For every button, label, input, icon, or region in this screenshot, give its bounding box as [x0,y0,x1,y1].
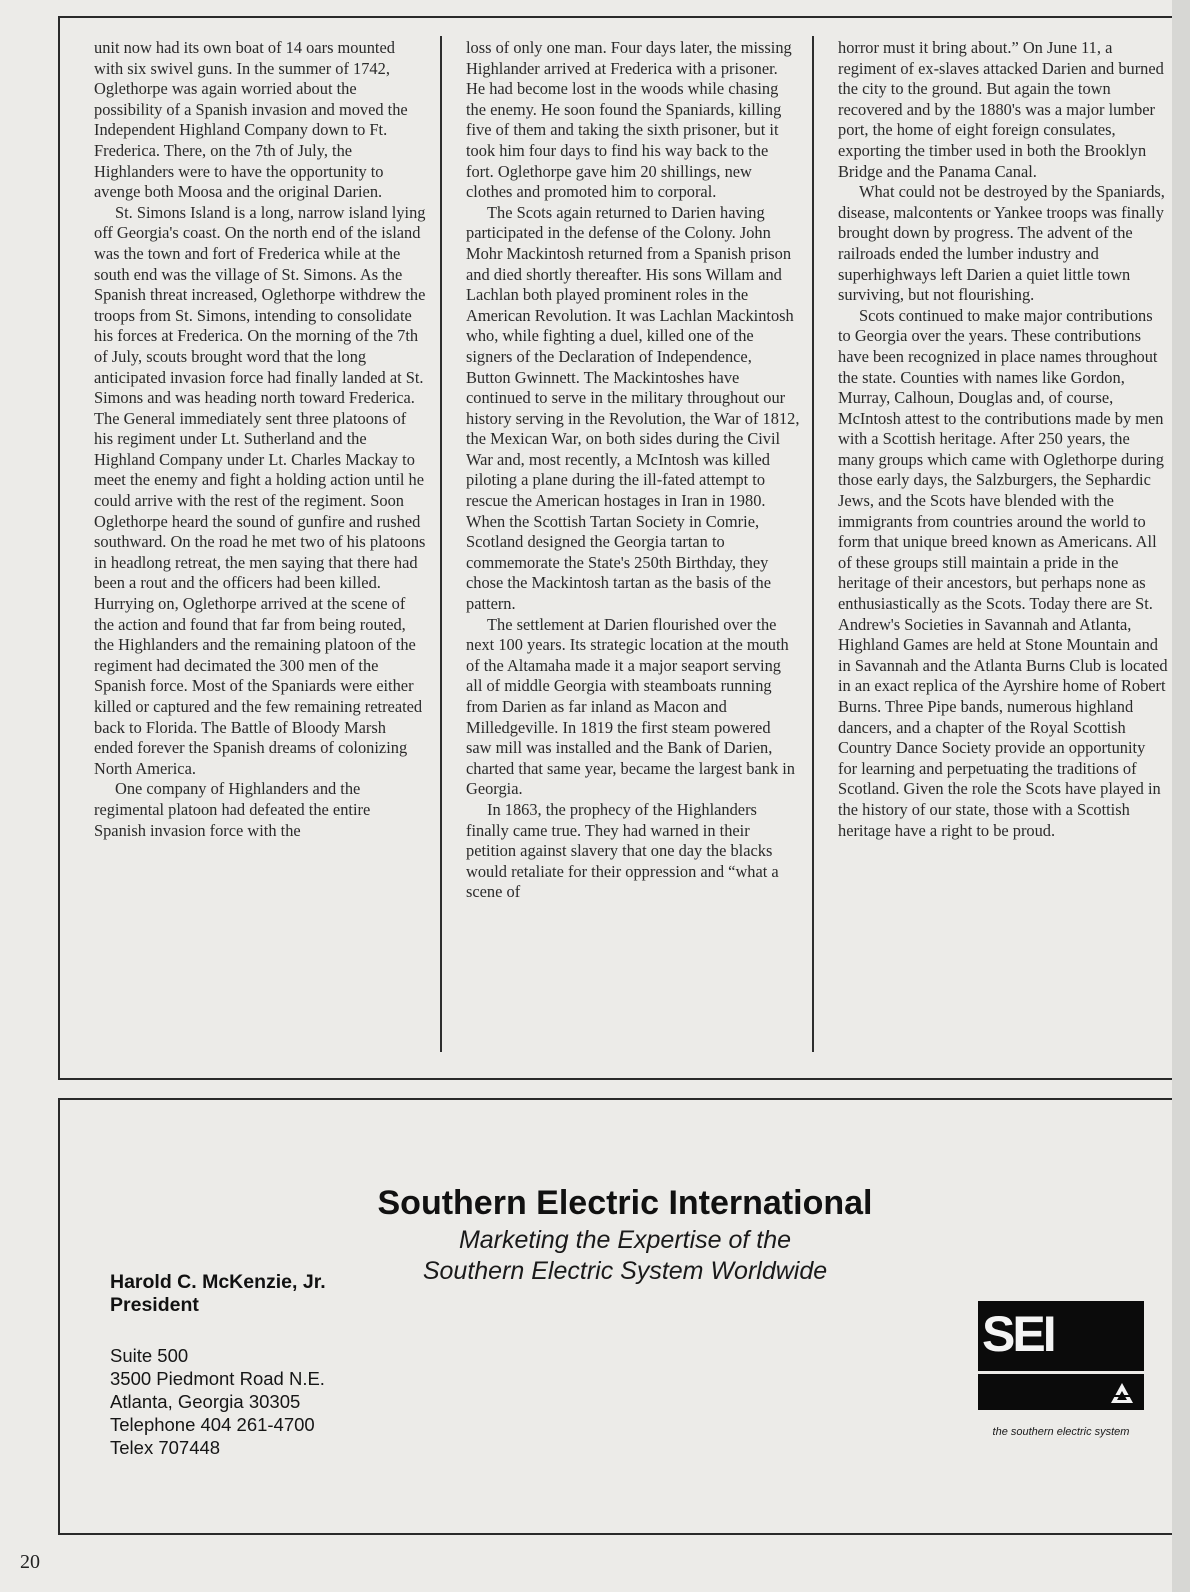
ad-contact-person [110,1271,326,1317]
ad-telephone: Telephone 404 261-4700 [110,1414,315,1435]
article-column-3 [838,38,1168,841]
paragraph: The Scots again returned to Darien having participated in the defense of the Colony. John Mohr Mackintosh returned from a Spanish prison and died shortly thereafter. His sons Willam and Lachlan both played prominent roles in the American Revolution. It was Lachlan Mackintosh who, while fighting a duel, killed one of the signers of the Declaration of Independence, Button Gwinnett. The Mackintoshes have continued to serve in the military throughout our history serving in the Revolution, the War of 1812, the Mexican War, on both sides during the Civil War and, most recently, a McIntosh was killed piloting a plane during the ill-fated attempt to rescue the American hostages in Iran in 1980. When the Scottish Tartan Society in Comrie, Scotland designed the Georgia tartan to commemorate the State's 250th Birthday, they chose the Mackintosh tartan as the basis of the pattern. [466,202,800,614]
page-edge-shadow [1172,0,1190,1592]
ad-company-name: Southern Electric International [377,1184,873,1222]
paragraph: horror must it bring about.” On June 11, a regiment of ex-slaves attacked Darien and burned the city to the ground. But again the town recovered and by the 1880's was a major lumber port, the home of eight foreign consulates, exporting the timber used in both the Brooklyn Bridge and the Panama Canal. [838,38,1164,181]
ad-person-name: Harold C. McKenzie, Jr. [110,1271,326,1293]
logo-divider [978,1371,1144,1374]
ad-address-street: 3500 Piedmont Road N.E. [110,1368,325,1389]
southern-company-triangle-icon [1110,1382,1134,1404]
paragraph: St. Simons Island is a long, narrow island lying off Georgia's coast. On the north end of the island was the town and fort of Frederica while at the south end was the village of St. Simons. As the Spanish threat increased, Oglethorpe withdrew the troops from St. Simons, intending to consolidate his forces at Frederica. On the morning of the 7th of July, scouts brought word that the long anticipated invasion force had finally landed at St. Simons and was heading north toward Frederica. The General immediately sent three platoons of his regiment under Lt. Sutherland and the Highland Company under Lt. Charles Mackay to meet the enemy and fight a holding action until he could arrive with the rest of the regiment. Soon Oglethorpe heard the sound of gunfire and rushed southward. On the road he met two of his platoons in headlong retreat, the men saying that there had been a rout and the officers had been killed. Hurrying on, Oglethorpe arrived at the scene of the action and found that far from being routed, the Highlanders and the remaining platoon of the regiment had decimated the 300 men of the Spanish force. Most of the Spaniards were either killed or captured and the few remaining retreated back to Florida. The Battle of Bloody Marsh ended forever the Spanish dreams of colonizing North America. [94,202,426,778]
article-column-1 [94,38,426,841]
ad-address-block [110,1344,325,1459]
ad-address-suite: Suite 500 [110,1345,189,1366]
paragraph: The settlement at Darien flourished over the next 100 years. Its strategic location at the mouth of the Altamaha made it a major seaport serving all of middle Georgia with steamboats running from Darien as far inland as Macon and Milledgeville. In 1819 the first steam powered saw mill was installed and the Bank of Darien, charted that same year, became the largest bank in Georgia. [466,614,795,799]
ad-address-city: Atlanta, Georgia 30305 [110,1391,301,1412]
column-rule-1 [440,36,442,1052]
column-rule-2 [812,36,814,1052]
ad-tagline-line-2: Southern Electric System Worldwide [422,1257,828,1285]
sei-logo-text: SEI [982,1306,1054,1362]
page-number: 20 [20,1551,40,1573]
paragraph: unit now had its own boat of 14 oars mounted with six swivel guns. In the summer of 1742, Oglethorpe was again worried about the possibility of a Spanish invasion and moved the Independent Highland Company down to Ft. Frederica. There, on the 7th of July, the Highlanders were to have the opportunity to avenge both Moosa and the original Darien. [94,38,408,202]
sei-logo [978,1301,1144,1410]
ad-person-title: President [110,1294,199,1316]
paragraph: Scots continued to make major contributions to Georgia over the years. These contributions have been recognized in place names throughout the state. Counties with names like Gordon, Murray, Calhoun, Douglas and, of course, McIntosh attest to the contributions made by men with a Scottish heritage. After 250 years, the many groups which came with Oglethorpe during those early days, the Salzburgers, the Sephardic Jews, and the Scots have blended with the immigrants from countries around the world to form that unique breed known as Americans. All of these groups still maintain a pride in the heritage of their ancestors, but perhaps none as enthusiastically as the Scots. Today there are St. Andrew's Societies in Savannah and Atlanta, Highland Games are held at Stone Mountain and in Savannah and the Atlanta Burns Club is located in an exact replica of the Ayrshire home of Robert Burns. Three Pipe bands, numerous highland dancers, and a chapter of the Royal Scottish Country Dance Society provide an opportunity for learning and perpetuating the traditions of Scotland. Given the role the Scots have played in the history of our state, those with a Scottish heritage have a right to be proud. [838,305,1168,840]
paragraph: What could not be destroyed by the Spaniards, disease, malcontents or Yankee troops was finally brought down by progress. The advent of the railroads ended the lumber industry and superhighways left Darien a quiet little town surviving, but not flourishing. [838,182,1165,305]
logo-caption: the southern electric system [992,1426,1130,1438]
paragraph: In 1863, the prophecy of the Highlanders finally came true. They had warned in their petition against slavery that one day the blacks would retaliate for their oppression and “what a scene of [466,799,779,902]
article-column-2 [466,38,800,903]
ad-tagline-line-1: Marketing the Expertise of the [458,1226,792,1254]
paragraph: One company of Highlanders and the regimental platoon had defeated the entire Spanish invasion force with the [94,779,371,840]
paragraph: loss of only one man. Four days later, the missing Highlander arrived at Frederica with a prisoner. He had become lost in the woods while chasing the enemy. He soon found the Spaniards, killing five of them and taking the sixth prisoner, but it took him four days to find his way back to the fort. Oglethorpe gave him 20 shillings, new clothes and promoted him to corporal. [466,38,792,202]
ad-telex: Telex 707448 [110,1437,221,1458]
